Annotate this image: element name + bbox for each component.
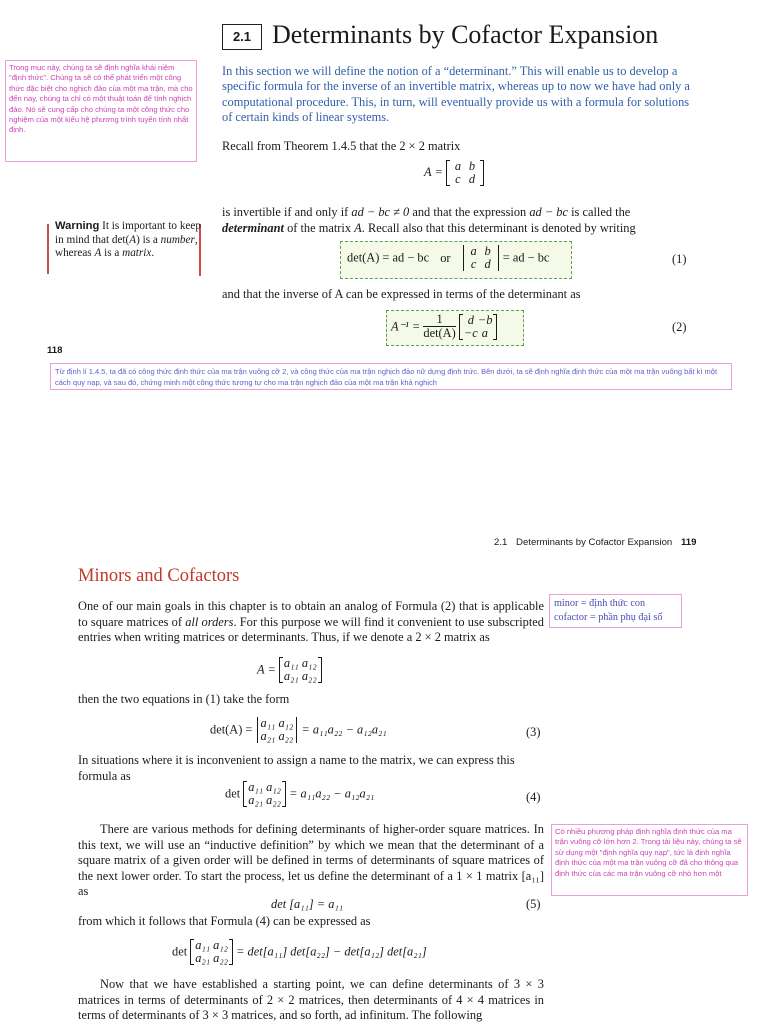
eq4-rhs: = a₁₁a₂₂ − a₁₂a₂₁: [289, 786, 375, 801]
eq2-number: (2): [672, 320, 687, 334]
matrix-cell: a₂₁: [260, 729, 276, 743]
situations-text: In situations where it is inconvenient to assign a name to the matrix, we can express this formula as: [78, 753, 515, 783]
term-determinant: determinant: [222, 220, 284, 235]
matrix-cell: −c: [463, 325, 478, 340]
matrix-symbol: A: [94, 247, 102, 260]
matrix-cell: d: [467, 312, 474, 327]
eq1-determinant-bars: [462, 245, 500, 271]
emph-matrix: matrix: [122, 247, 152, 260]
equation-4: [225, 781, 374, 807]
eq6-lhs: det: [172, 944, 188, 959]
text-span: One of our main goals in this chapter is to obtain an analog of Formula (2) that is applicable to square matrices of: [78, 599, 544, 629]
eq1-lhs: det(A) = ad − bc: [347, 250, 430, 265]
expr: ad − bc: [529, 205, 568, 219]
text-span: is invertible if and only if: [222, 205, 352, 219]
matrix-abcd: [446, 160, 484, 186]
matrix-A-equation: [424, 160, 484, 186]
matrix-cell: a₂₁: [248, 793, 264, 807]
eq3-lhs: det(A) =: [210, 722, 253, 737]
A-equals-label: A =: [257, 662, 276, 677]
vietnamese-note-methods: Có nhiều phương pháp định nghĩa định thức của ma trận vuông cỡ lớn hơn 2. Trong tài liệu này, chúng ta sẽ sử dụng một "định nghĩa quy nạp", tức là định nghĩa định thức của một ma trận vuông cỡ đã cho thông qua định thức của các ma trận vuông cỡ nhỏ hơn một: [551, 824, 748, 896]
page-number-left: 118: [47, 345, 63, 356]
eq1-number: (1): [672, 252, 687, 266]
gloss-minor: minor = định thức con: [554, 598, 646, 609]
matrix-cell: c: [470, 257, 477, 271]
condition-expr: ad − bc ≠ 0: [351, 205, 410, 219]
vietnamese-note-wide: Từ định lí 1.4.5, ta đã có công thức định thức của ma trận vuông cỡ 2, và công thức của ma trận nghịch đảo nữ dựng định trức. Bên dưới, ta sẽ định nghĩa định thức của một ma trận vuông bất kì một cách quy nạp, và sau đó, chứng minh một công thức tương tự cho ma trận nghịch đảo của một ma trận khả nghịch: [50, 363, 732, 390]
text-span: .: [151, 247, 155, 260]
warning-rule-left: [47, 224, 49, 274]
matrix-cell: a₁₁: [283, 656, 299, 670]
eq4-number: (4): [526, 790, 541, 804]
matrix-cell: −b: [477, 312, 493, 327]
text-span: of the matrix: [283, 220, 355, 235]
eq6-rhs: = det[a₁₁] det[a₂₂] − det[a₁₂] det[a₂₁]: [236, 944, 427, 959]
matrix-cell: d: [468, 172, 476, 186]
main-paragraph-3: Now that we have established a starting point, we can define determinants of 3 × 3 matrices in terms of determinants of 2 × 2 matrices, then determinants of 4 × 4 matrices in terms of determinants of 3 × 3 matrices, and so forth, ad infinitum. The following: [78, 977, 544, 1023]
eq4-matrix: [243, 781, 286, 807]
main-paragraph-2: There are various methods for defining determinants of higher-order square matrices. In this text, we will use an “inductive definition” by which we mean that the determinant of a square matrix of a given order will be defined in terms of determinants of square matrices of the next lower order. To start the process, let us define the determinant of a 1 × 1 matrix [a₁₁] as: [78, 822, 544, 899]
matrix-subscripted: [279, 657, 322, 683]
eq6-matrix: [190, 939, 233, 965]
inverse-paragraph: and that the inverse of A can be expressed in terms of the determinant as: [222, 287, 581, 301]
matrix-cell: a₂₁: [283, 669, 299, 683]
matrix-cell: a₂₂: [278, 729, 294, 743]
matrix-symbol: A: [129, 233, 137, 246]
warning-label: Warning: [55, 220, 100, 232]
section-title: Determinants by Cofactor Expansion: [272, 20, 659, 49]
equation-2: [386, 310, 524, 346]
follows-text: from which it follows that Formula (4) can be expressed as: [78, 914, 371, 928]
text-span: and that the expression: [409, 205, 530, 219]
equation-3: [210, 717, 387, 743]
matrix-cell: a₂₂: [301, 669, 317, 683]
matrix-cell: b: [484, 244, 491, 258]
matrix-cell: a₁₁: [260, 716, 276, 730]
warning-note: [50, 220, 211, 261]
matrix-cell: a: [470, 244, 477, 258]
matrix-cell: a₁₂: [278, 716, 294, 730]
matrix-cell: a₁₂: [301, 656, 317, 670]
eq3-number: (3): [526, 725, 541, 739]
eq2-inverse-matrix: [459, 314, 498, 340]
text-span: . For this purpose we will find it convenient to use subscripted entries when writing matrices or determinants. Thus, if we denote a 2 × 2 matrix as: [78, 614, 544, 645]
emph-number: number: [160, 233, 195, 246]
two-equations-text: then the two equations in (1) take the form: [78, 692, 290, 706]
emph-all-orders: all orders: [185, 614, 234, 629]
equation-6: [172, 939, 427, 965]
text-span: ) is a: [136, 233, 161, 246]
intro-paragraph: In this section we will define the notion of a “determinant.” This will enable us to develop a specific formula for the inverse of an invertible matrix, whereas up to now we have had only a computational procedure. This, in turn, will eventually provide us with a formula for solutions of certain kinds of linear systems.: [222, 64, 690, 125]
matrix-cell: a₁₁: [248, 780, 264, 794]
matrix-cell: a: [481, 325, 488, 340]
matrix-cell: a₁₂: [266, 780, 281, 794]
subscripted-matrix-A: [257, 657, 322, 683]
eq2-lhs: A⁻¹ =: [391, 319, 421, 334]
text-span: is called the: [567, 205, 631, 219]
eq5-number: (5): [526, 897, 541, 911]
matrix-cell: a₂₁: [195, 951, 211, 965]
gloss-cofactor: cofactor = phần phụ đại số: [554, 612, 663, 623]
text-span: is a: [101, 247, 123, 260]
fraction-numerator: 1: [423, 313, 455, 327]
matrix-cell: c: [455, 172, 461, 186]
eq3-rhs: = a₁₁a₂₂ − a₁₂a₂₁: [301, 722, 387, 737]
eq4-lhs: det: [225, 786, 241, 801]
text-span: , whereas: [55, 233, 198, 260]
equation-5: det [a₁₁] = a₁₁: [271, 897, 344, 911]
matrix-cell: b: [468, 159, 476, 173]
equation-1: [340, 241, 572, 279]
matrix-cell: a₁₂: [213, 938, 228, 952]
matrix-symbol: A: [354, 220, 362, 235]
matrix-cell: d: [484, 257, 491, 271]
eq1-or: or: [440, 250, 451, 265]
eq3-determinant-bars: [256, 717, 299, 743]
A-equals-label: A =: [424, 164, 443, 179]
matrix-cell: a₂₂: [213, 951, 228, 965]
vietnamese-note-intro: Trong mục này, chúng ta sẽ định nghĩa khái niệm "định thức". Chúng ta sẽ có thể phát triển một công thức đặc biệt cho nghịch đảo của một ma trận, mà cho đến nay, chúng ta chỉ có một thuật toán để tính nghịch đảo. Nó sẽ cung cấp cho chúng ta một công thức cho nghiệm của một kiểu hệ phương trình tuyến tính nhất định.: [5, 60, 197, 162]
text-span: . Recall also that this determinant is denoted by writing: [361, 220, 636, 235]
matrix-cell: a₁₁: [195, 938, 211, 952]
running-head: [494, 537, 696, 548]
invertible-paragraph: [222, 205, 692, 236]
matrix-cell: a₂₂: [266, 793, 281, 807]
eq2-fraction: [423, 313, 455, 340]
matrix-cell: a: [454, 159, 462, 173]
minors-cofactors-heading: Minors and Cofactors: [78, 566, 240, 586]
eq1-rhs: = ad − bc: [502, 250, 550, 265]
section-number-box: 2.1: [222, 24, 262, 50]
glossary-box: [549, 594, 682, 628]
text-span: It is important to keep in mind that det(: [55, 220, 201, 246]
page-number-right: 119: [680, 537, 697, 548]
recall-text: Recall from Theorem 1.4.5 that the 2 × 2 matrix: [222, 139, 461, 153]
fraction-denominator: det(A): [423, 326, 456, 340]
main-paragraph-1: [78, 599, 544, 646]
running-head-title: Determinants by Cofactor Expansion: [516, 537, 673, 548]
running-head-section: 2.1: [494, 537, 508, 548]
